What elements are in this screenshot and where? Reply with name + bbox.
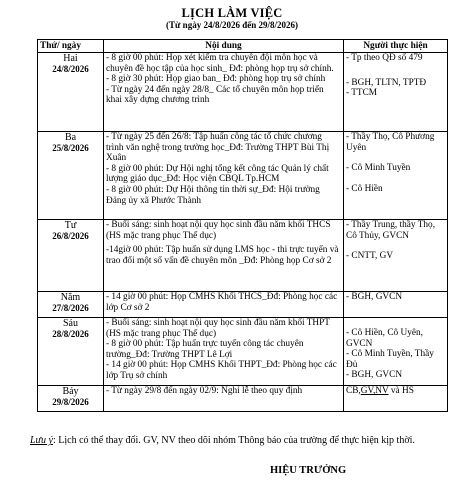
date-label: 27/8/2026 bbox=[52, 303, 89, 313]
table-header-row bbox=[38, 40, 448, 53]
day-cell bbox=[38, 318, 104, 386]
weekday-label: Năm bbox=[60, 292, 81, 303]
person-item: - TTCM bbox=[346, 88, 378, 99]
table-row bbox=[38, 132, 448, 220]
person-cell bbox=[344, 318, 448, 386]
schedule-item: - Buổi sáng: sinh hoạt nội quy học sinh đầu năm khối THCS (HS mặc trang phục Thể dục) bbox=[106, 220, 331, 241]
person-part: CB, bbox=[346, 386, 361, 396]
schedule-item: - Từ ngày 29/8 đến ngày 02/9: Nghỉ lễ theo quy định bbox=[106, 386, 303, 396]
schedule-item: - 8 giờ 00 phút: Dự Hội nghị tổng kết công tác Quản lý chất lượng giáo dục_Đđ: Học viện CBQL Tp.HCM bbox=[106, 163, 329, 185]
schedule-item: - 8 giờ 00 phút: Tập huấn trực tuyến công tác chuyên trường_Đđ: Trường THPT Lê Lợi bbox=[106, 339, 304, 360]
person-item: - Tp theo QĐ số 479 bbox=[346, 53, 423, 63]
schedule-item: - 14 giờ 00 phút: Họp CMHS Khối THPT_Đđ: Phòng học các lớp Trụ sở chính bbox=[106, 360, 337, 381]
table-row bbox=[38, 318, 448, 386]
date-label: 25/8/2026 bbox=[52, 143, 89, 153]
schedule-item: - Buổi sáng: sinh hoạt nội quy học sinh đầu năm khối THPT (HS mặc trang phục Thể dục) bbox=[106, 318, 330, 339]
column-header-content: Nội dung bbox=[104, 40, 344, 53]
person-item: - Thầy Thọ, Cô Phương Uyên bbox=[346, 132, 435, 153]
weekday-label: Ba bbox=[64, 132, 77, 143]
day-cell bbox=[38, 220, 104, 292]
table-row bbox=[38, 292, 448, 318]
schedule-date-range: (Từ ngày 24/8/2026 đến 29/8/2026) bbox=[166, 20, 298, 30]
schedule-item: - 8 giờ 00 phút: Dự Hội thông tin thời sự_Đđ: Hội trường Đảng ủy xã Phước Thành bbox=[106, 184, 320, 206]
column-header-day: Thứ/ ngày bbox=[38, 40, 104, 53]
schedule-title: LỊCH LÀM VIỆC bbox=[181, 6, 283, 20]
person-cell bbox=[344, 386, 448, 412]
weekday-label: Bảy bbox=[62, 386, 79, 397]
table-row bbox=[38, 53, 448, 132]
person-item: - Cô Minh Tuyền bbox=[346, 163, 411, 174]
day-cell bbox=[38, 53, 104, 132]
person-item: - BGH, GVCN bbox=[346, 292, 403, 302]
signature-title: HIỆU TRƯỞNG bbox=[270, 465, 347, 476]
person-item: - Cô Hiền bbox=[346, 183, 383, 194]
schedule-item: -14giờ 00 phút: Tập huấn sử dụng LMS học - thi trực tuyến và trao đổi một số vấn đề chuyên môn _Đđ: Phòng họp Cơ sở 2 bbox=[106, 245, 339, 266]
schedule-table bbox=[37, 39, 448, 412]
person-item: - Cô Minh Tuyền, Thầy Đủ bbox=[346, 349, 434, 370]
weekday-label: Hai bbox=[63, 53, 78, 64]
person-item: - Thầy Trung, thầy Thọ, Cô Thủy, GVCN bbox=[346, 220, 436, 241]
day-cell bbox=[38, 132, 104, 220]
content-cell bbox=[104, 318, 344, 386]
schedule-item: - 8 giờ 30 phút: Họp giao ban_ Đđ: phòng họp trụ sở chính bbox=[106, 74, 326, 85]
date-label: 26/8/2026 bbox=[52, 231, 89, 241]
day-cell bbox=[38, 292, 104, 318]
weekday-label: Sáu bbox=[63, 318, 78, 329]
date-label: 28/8/2026 bbox=[52, 329, 89, 339]
person-item: - BGH, GVCN bbox=[346, 370, 403, 381]
schedule-item: - Từ ngày 25 đến 26/8: Tập huấn công tác tổ chức chương trình văn nghệ trong trường học_Đđ: Trường THPT Bùi Thị Xuân bbox=[106, 132, 330, 164]
schedule-item: - 8 giờ 00 phút: Họp xét kiểm tra chuyên đội môn học và chuyên đề học tập của học sinh_ Đđ: phòng họp trụ sở chính. bbox=[106, 53, 334, 74]
content-cell bbox=[104, 292, 344, 318]
table-row bbox=[38, 220, 448, 292]
person-cell bbox=[344, 132, 448, 220]
note-label: Lưu ý bbox=[30, 435, 53, 446]
schedule-item: - Từ ngày 24 đến ngày 28/8_ Các tổ chuyên môn họp triển khai xây dựng chương trình bbox=[106, 84, 324, 106]
person-cell bbox=[344, 292, 448, 318]
day-cell bbox=[38, 386, 104, 412]
person-cell bbox=[344, 53, 448, 132]
schedule-item: - 14 giờ 00 phút: Họp CMHS Khối THCS_Đđ: Phòng học các lớp Cơ sở 2 bbox=[106, 292, 338, 313]
date-label: 29/8/2026 bbox=[52, 397, 89, 407]
person-item: - Cô Hiền, Cô Uyên, GVCN bbox=[346, 328, 423, 349]
date-label: 24/8/2026 bbox=[52, 64, 89, 74]
person-cell bbox=[344, 220, 448, 292]
person-part: GV,NV bbox=[360, 386, 389, 396]
note-text: : Lịch có thể thay đổi. GV, NV theo dõi nhóm Thông báo của trường để thực hiện kịp thời. bbox=[52, 435, 415, 446]
note bbox=[30, 433, 450, 448]
weekday-label: Tư bbox=[64, 220, 77, 231]
content-cell bbox=[104, 220, 344, 292]
person-item: - CNTT, GV bbox=[346, 251, 394, 262]
content-cell bbox=[104, 132, 344, 220]
content-cell bbox=[104, 53, 344, 132]
person-part: và HS bbox=[388, 386, 414, 396]
column-header-person: Người thực hiện bbox=[344, 40, 448, 53]
content-cell bbox=[104, 386, 344, 412]
person-item bbox=[346, 386, 445, 397]
table-row bbox=[38, 386, 448, 412]
person-item: - BGH, TLTN, TPTĐ bbox=[346, 77, 427, 88]
